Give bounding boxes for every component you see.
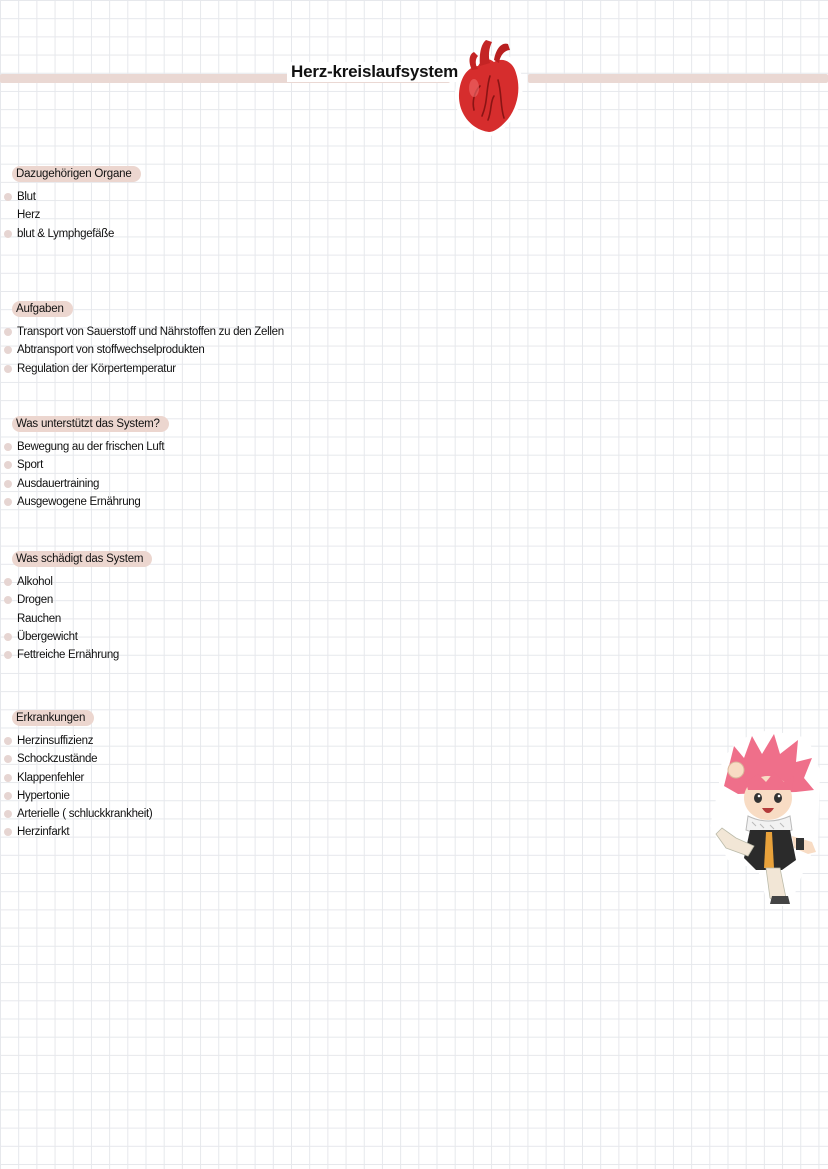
- list-item: Fettreiche Ernährung: [0, 646, 400, 664]
- list-item: Klappenfehler: [0, 769, 400, 787]
- list-item: Alkohol: [0, 573, 400, 591]
- bullet-dot-icon: [4, 615, 12, 623]
- list-item: Blut: [0, 188, 400, 206]
- section-heading: Erkrankungen: [12, 710, 94, 726]
- list-item: Abtransport von stoffwechselprodukten: [0, 341, 400, 359]
- bullet-dot-icon: [4, 230, 12, 238]
- bullet-dot-icon: [4, 755, 12, 763]
- bullet-dot-icon: [4, 578, 12, 586]
- list-item: blut & Lymphgefäße: [0, 225, 400, 243]
- bullet-dot-icon: [4, 193, 12, 201]
- bullet-dot-icon: [4, 328, 12, 336]
- list-item: Arterielle ( schluckkrankheit): [0, 805, 400, 823]
- list-item: Rauchen: [0, 610, 400, 628]
- bullet-dot-icon: [4, 828, 12, 836]
- list-item: Schockzustände: [0, 750, 400, 768]
- bullet-dot-icon: [4, 792, 12, 800]
- bullet-dot-icon: [4, 443, 12, 451]
- list-item: Regulation der Körpertemperatur: [0, 360, 400, 378]
- list-item: Hypertonie: [0, 787, 400, 805]
- list-item: Ausgewogene Ernährung: [0, 493, 400, 511]
- list-item: Herz: [0, 206, 400, 224]
- list-item: Transport von Sauerstoff und Nährstoffen zu den Zellen: [0, 323, 400, 341]
- section-schaedigt: [0, 549, 400, 664]
- bullet-dot-icon: [4, 774, 12, 782]
- bullet-dot-icon: [4, 346, 12, 354]
- bullet-dot-icon: [4, 480, 12, 488]
- bullet-dot-icon: [4, 498, 12, 506]
- section-aufgaben: [0, 299, 400, 378]
- section-heading: Was schädigt das System: [12, 551, 152, 567]
- list-item: Herzinsuffizienz: [0, 732, 400, 750]
- list-item: Herzinfarkt: [0, 823, 400, 841]
- bullet-dot-icon: [4, 461, 12, 469]
- character-sticker-icon: [708, 730, 824, 908]
- list-item: Bewegung au der frischen Luft: [0, 438, 400, 456]
- header-band-right: [528, 74, 828, 83]
- bullet-dot-icon: [4, 211, 12, 219]
- list-item: Ausdauertraining: [0, 475, 400, 493]
- bullet-dot-icon: [4, 633, 12, 641]
- bullet-dot-icon: [4, 737, 12, 745]
- list-item: Übergewicht: [0, 628, 400, 646]
- bullet-dot-icon: [4, 596, 12, 604]
- heart-icon: [450, 36, 528, 140]
- bullet-dot-icon: [4, 651, 12, 659]
- bullet-dot-icon: [4, 365, 12, 373]
- section-heading: Aufgaben: [12, 301, 73, 317]
- section-unterstuetzt: [0, 414, 400, 511]
- section-erkrankungen: [0, 708, 400, 842]
- list-item: Sport: [0, 456, 400, 474]
- bullet-dot-icon: [4, 810, 12, 818]
- list-item: Drogen: [0, 591, 400, 609]
- page-title: Herz-kreislaufsystem: [287, 62, 462, 82]
- section-heading: Dazugehörigen Organe: [12, 166, 141, 182]
- section-heading: Was unterstützt das System?: [12, 416, 169, 432]
- section-organe: [0, 164, 400, 243]
